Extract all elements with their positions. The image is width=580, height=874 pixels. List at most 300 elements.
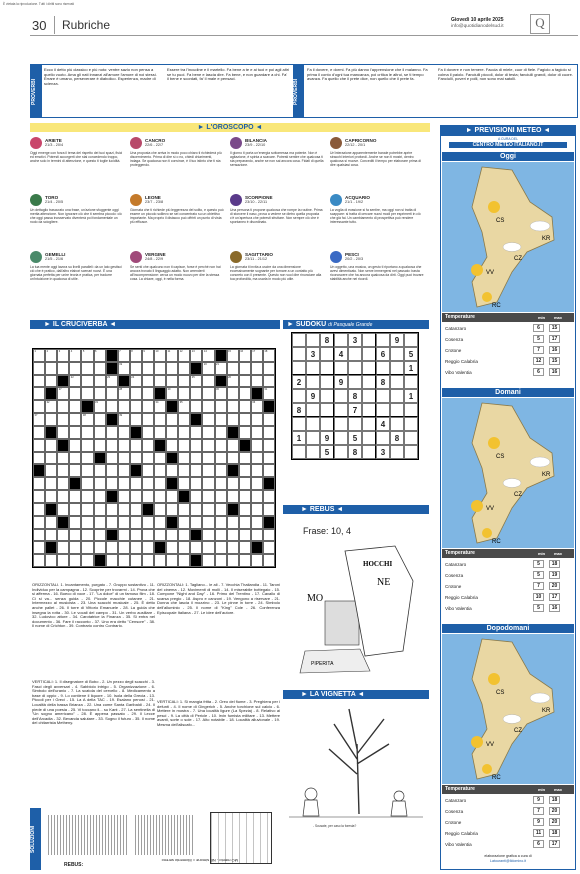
crossword-cell[interactable] — [94, 387, 106, 400]
crossword-cell[interactable] — [178, 464, 190, 477]
crossword-cell[interactable] — [45, 529, 57, 542]
crossword-cell[interactable] — [130, 452, 142, 465]
crossword-cell[interactable] — [215, 490, 227, 503]
crossword-cell[interactable] — [94, 529, 106, 542]
crossword-cell[interactable] — [57, 349, 69, 362]
crossword-cell[interactable] — [45, 439, 57, 452]
crossword-cell[interactable] — [154, 490, 166, 503]
crossword-cell[interactable] — [154, 426, 166, 439]
sudoku-cell[interactable] — [404, 375, 418, 389]
sudoku-cell[interactable] — [306, 333, 320, 347]
crossword-cell[interactable] — [69, 426, 81, 439]
crossword-cell[interactable] — [118, 464, 130, 477]
sudoku-cell[interactable] — [390, 445, 404, 459]
crossword-cell[interactable] — [178, 452, 190, 465]
crossword-cell[interactable] — [130, 529, 142, 542]
crossword-cell[interactable] — [142, 439, 154, 452]
crossword-cell[interactable] — [142, 554, 154, 567]
crossword-cell[interactable] — [178, 439, 190, 452]
crossword-cell[interactable] — [190, 400, 202, 413]
crossword-cell[interactable] — [45, 477, 57, 490]
crossword-cell[interactable] — [106, 439, 118, 452]
crossword-cell[interactable] — [190, 452, 202, 465]
crossword-cell[interactable] — [57, 503, 69, 516]
crossword-cell[interactable] — [69, 503, 81, 516]
sudoku-cell[interactable] — [306, 375, 320, 389]
sudoku-cell[interactable] — [320, 389, 334, 403]
crossword-cell[interactable] — [215, 439, 227, 452]
crossword-cell[interactable] — [57, 413, 69, 426]
sudoku-cell[interactable] — [348, 375, 362, 389]
crossword-cell[interactable] — [202, 529, 214, 542]
crossword-cell[interactable] — [106, 477, 118, 490]
sudoku-cell[interactable] — [320, 403, 334, 417]
crossword-cell[interactable] — [106, 400, 118, 413]
crossword-cell[interactable] — [202, 516, 214, 529]
crossword-cell[interactable] — [118, 387, 130, 400]
crossword-cell[interactable] — [166, 503, 178, 516]
crossword-cell[interactable] — [142, 387, 154, 400]
sudoku-cell[interactable] — [306, 361, 320, 375]
crossword-cell[interactable] — [142, 477, 154, 490]
crossword-cell[interactable] — [178, 516, 190, 529]
sudoku-cell[interactable] — [320, 347, 334, 361]
sudoku-cell[interactable] — [404, 333, 418, 347]
crossword-cell[interactable] — [166, 426, 178, 439]
crossword-cell[interactable] — [69, 413, 81, 426]
crossword-cell[interactable] — [263, 464, 275, 477]
sudoku-cell[interactable] — [306, 403, 320, 417]
crossword-cell[interactable] — [81, 464, 93, 477]
sudoku-cell[interactable] — [362, 445, 376, 459]
crossword-cell[interactable] — [202, 490, 214, 503]
crossword-cell[interactable] — [69, 400, 81, 413]
crossword-cell[interactable] — [190, 503, 202, 516]
crossword-cell[interactable] — [202, 503, 214, 516]
crossword-cell[interactable] — [69, 516, 81, 529]
crossword-cell[interactable] — [94, 362, 106, 375]
crossword-cell[interactable] — [178, 375, 190, 388]
crossword-cell[interactable] — [154, 503, 166, 516]
crossword-cell[interactable] — [178, 529, 190, 542]
crossword-cell[interactable] — [94, 400, 106, 413]
crossword-cell[interactable] — [239, 387, 251, 400]
sudoku-cell[interactable] — [348, 361, 362, 375]
crossword-cell[interactable] — [227, 516, 239, 529]
crossword-cell[interactable] — [142, 490, 154, 503]
sudoku-cell[interactable] — [348, 417, 362, 431]
crossword-cell[interactable] — [251, 439, 263, 452]
crossword-cell[interactable] — [215, 400, 227, 413]
crossword-cell[interactable] — [69, 349, 81, 362]
crossword-cell[interactable] — [33, 362, 45, 375]
crossword-cell[interactable] — [45, 452, 57, 465]
crossword-cell[interactable] — [57, 529, 69, 542]
crossword-cell[interactable] — [154, 362, 166, 375]
crossword-cell[interactable] — [106, 375, 118, 388]
crossword-cell[interactable] — [130, 400, 142, 413]
crossword-cell[interactable] — [94, 439, 106, 452]
sudoku-cell[interactable] — [362, 347, 376, 361]
sudoku-cell[interactable] — [362, 431, 376, 445]
crossword-cell[interactable] — [190, 464, 202, 477]
crossword-cell[interactable] — [227, 452, 239, 465]
sudoku-cell[interactable] — [334, 417, 348, 431]
crossword-cell[interactable] — [81, 375, 93, 388]
crossword-cell[interactable] — [215, 387, 227, 400]
crossword-cell[interactable] — [118, 529, 130, 542]
crossword-cell[interactable] — [106, 464, 118, 477]
crossword-cell[interactable] — [251, 503, 263, 516]
crossword-cell[interactable] — [33, 375, 45, 388]
sudoku-grid[interactable] — [291, 332, 419, 460]
sudoku-cell[interactable] — [376, 333, 390, 347]
crossword-cell[interactable] — [33, 554, 45, 567]
crossword-cell[interactable] — [81, 477, 93, 490]
crossword-cell[interactable] — [69, 452, 81, 465]
crossword-cell[interactable] — [239, 490, 251, 503]
crossword-cell[interactable] — [190, 387, 202, 400]
crossword-cell[interactable] — [215, 503, 227, 516]
crossword-cell[interactable] — [118, 554, 130, 567]
crossword-cell[interactable] — [130, 387, 142, 400]
sudoku-cell[interactable] — [404, 417, 418, 431]
sudoku-cell[interactable] — [362, 389, 376, 403]
sudoku-cell[interactable] — [292, 389, 306, 403]
crossword-cell[interactable] — [69, 529, 81, 542]
sudoku-cell[interactable] — [390, 389, 404, 403]
crossword-cell[interactable] — [33, 490, 45, 503]
crossword-cell[interactable] — [81, 349, 93, 362]
crossword-cell[interactable] — [251, 375, 263, 388]
crossword-cell[interactable] — [166, 362, 178, 375]
crossword-cell[interactable] — [33, 400, 45, 413]
crossword-cell[interactable] — [81, 452, 93, 465]
crossword-cell[interactable] — [154, 452, 166, 465]
crossword-cell[interactable] — [239, 349, 251, 362]
crossword-cell[interactable] — [178, 426, 190, 439]
crossword-cell[interactable] — [227, 349, 239, 362]
sudoku-cell[interactable] — [404, 403, 418, 417]
crossword-cell[interactable] — [106, 452, 118, 465]
sudoku-cell[interactable] — [404, 431, 418, 445]
crossword-cell[interactable] — [227, 387, 239, 400]
crossword-cell[interactable] — [251, 400, 263, 413]
crossword-cell[interactable] — [94, 413, 106, 426]
sudoku-cell[interactable] — [320, 417, 334, 431]
crossword-cell[interactable] — [130, 477, 142, 490]
crossword-cell[interactable] — [239, 541, 251, 554]
crossword-cell[interactable] — [202, 541, 214, 554]
crossword-cell[interactable] — [227, 477, 239, 490]
crossword-cell[interactable] — [33, 477, 45, 490]
crossword-cell[interactable] — [57, 452, 69, 465]
crossword-cell[interactable] — [263, 362, 275, 375]
sudoku-cell[interactable] — [334, 389, 348, 403]
crossword-cell[interactable] — [154, 349, 166, 362]
crossword-cell[interactable] — [142, 362, 154, 375]
crossword-cell[interactable] — [178, 503, 190, 516]
crossword-cell[interactable] — [178, 541, 190, 554]
sudoku-cell[interactable] — [334, 403, 348, 417]
crossword-cell[interactable] — [142, 375, 154, 388]
sudoku-cell[interactable] — [390, 403, 404, 417]
crossword-cell[interactable] — [239, 452, 251, 465]
crossword-cell[interactable] — [154, 554, 166, 567]
crossword-cell[interactable] — [227, 541, 239, 554]
sudoku-cell[interactable] — [376, 389, 390, 403]
crossword-cell[interactable] — [33, 387, 45, 400]
crossword-cell[interactable] — [142, 541, 154, 554]
sudoku-cell[interactable] — [292, 333, 306, 347]
sudoku-cell[interactable] — [362, 333, 376, 347]
crossword-cell[interactable] — [33, 413, 45, 426]
crossword-cell[interactable] — [178, 554, 190, 567]
crossword-cell[interactable] — [215, 362, 227, 375]
crossword-cell[interactable] — [118, 452, 130, 465]
crossword-cell[interactable] — [33, 439, 45, 452]
crossword-cell[interactable] — [154, 464, 166, 477]
crossword-cell[interactable] — [57, 387, 69, 400]
crossword-cell[interactable] — [215, 516, 227, 529]
crossword-cell[interactable] — [57, 400, 69, 413]
crossword-cell[interactable] — [166, 529, 178, 542]
crossword-cell[interactable] — [81, 413, 93, 426]
crossword-cell[interactable] — [81, 516, 93, 529]
crossword-cell[interactable] — [94, 490, 106, 503]
crossword-cell[interactable] — [202, 413, 214, 426]
crossword-cell[interactable] — [239, 426, 251, 439]
crossword-cell[interactable] — [227, 362, 239, 375]
crossword-cell[interactable] — [118, 541, 130, 554]
crossword-cell[interactable] — [239, 413, 251, 426]
crossword-cell[interactable] — [142, 349, 154, 362]
crossword-cell[interactable] — [106, 516, 118, 529]
crossword-cell[interactable] — [239, 554, 251, 567]
crossword-cell[interactable] — [142, 529, 154, 542]
crossword-grid-1[interactable] — [32, 348, 276, 568]
crossword-cell[interactable] — [263, 439, 275, 452]
crossword-cell[interactable] — [251, 349, 263, 362]
crossword-cell[interactable] — [251, 516, 263, 529]
crossword-cell[interactable] — [178, 349, 190, 362]
crossword-cell[interactable] — [130, 490, 142, 503]
crossword-cell[interactable] — [178, 400, 190, 413]
sudoku-cell[interactable] — [334, 445, 348, 459]
sudoku-cell[interactable] — [334, 361, 348, 375]
crossword-cell[interactable] — [227, 413, 239, 426]
crossword-cell[interactable] — [227, 554, 239, 567]
sudoku-cell[interactable] — [390, 375, 404, 389]
crossword-cell[interactable] — [106, 503, 118, 516]
crossword-cell[interactable] — [154, 516, 166, 529]
sudoku-cell[interactable] — [334, 431, 348, 445]
crossword-cell[interactable] — [45, 554, 57, 567]
crossword-cell[interactable] — [118, 516, 130, 529]
crossword-cell[interactable] — [239, 362, 251, 375]
crossword-cell[interactable] — [45, 375, 57, 388]
sudoku-cell[interactable] — [404, 445, 418, 459]
sudoku-cell[interactable] — [390, 347, 404, 361]
crossword-cell[interactable] — [33, 516, 45, 529]
crossword-cell[interactable] — [215, 426, 227, 439]
crossword-cell[interactable] — [94, 349, 106, 362]
sudoku-cell[interactable] — [348, 347, 362, 361]
crossword-cell[interactable] — [33, 529, 45, 542]
crossword-cell[interactable] — [69, 362, 81, 375]
crossword-cell[interactable] — [166, 541, 178, 554]
sudoku-cell[interactable] — [334, 333, 348, 347]
sudoku-cell[interactable] — [376, 361, 390, 375]
crossword-cell[interactable] — [166, 490, 178, 503]
sudoku-cell[interactable] — [376, 403, 390, 417]
crossword-cell[interactable] — [106, 541, 118, 554]
crossword-cell[interactable] — [130, 554, 142, 567]
crossword-cell[interactable] — [190, 439, 202, 452]
crossword-cell[interactable] — [81, 362, 93, 375]
sudoku-cell[interactable] — [376, 431, 390, 445]
crossword-cell[interactable] — [154, 375, 166, 388]
crossword-cell[interactable] — [263, 452, 275, 465]
sudoku-cell[interactable] — [320, 361, 334, 375]
crossword-cell[interactable] — [166, 387, 178, 400]
crossword-cell[interactable] — [45, 490, 57, 503]
crossword-cell[interactable] — [239, 477, 251, 490]
crossword-cell[interactable] — [81, 541, 93, 554]
crossword-cell[interactable] — [178, 413, 190, 426]
crossword-cell[interactable] — [142, 452, 154, 465]
crossword-cell[interactable] — [263, 541, 275, 554]
crossword-cell[interactable] — [57, 477, 69, 490]
crossword-cell[interactable] — [263, 554, 275, 567]
crossword-cell[interactable] — [81, 490, 93, 503]
crossword-cell[interactable] — [130, 439, 142, 452]
crossword-cell[interactable] — [130, 541, 142, 554]
sudoku-cell[interactable] — [292, 417, 306, 431]
crossword-cell[interactable] — [154, 477, 166, 490]
crossword-cell[interactable] — [94, 426, 106, 439]
crossword-cell[interactable] — [227, 439, 239, 452]
crossword-cell[interactable] — [215, 413, 227, 426]
crossword-cell[interactable] — [166, 554, 178, 567]
crossword-cell[interactable] — [118, 439, 130, 452]
crossword-cell[interactable] — [263, 490, 275, 503]
crossword-cell[interactable] — [94, 375, 106, 388]
crossword-cell[interactable] — [251, 413, 263, 426]
crossword-cell[interactable] — [69, 387, 81, 400]
crossword-cell[interactable] — [130, 362, 142, 375]
crossword-cell[interactable] — [81, 529, 93, 542]
crossword-cell[interactable] — [251, 490, 263, 503]
crossword-cell[interactable] — [227, 490, 239, 503]
crossword-cell[interactable] — [202, 349, 214, 362]
crossword-cell[interactable] — [251, 362, 263, 375]
crossword-cell[interactable] — [69, 554, 81, 567]
crossword-cell[interactable] — [215, 464, 227, 477]
crossword-cell[interactable] — [202, 362, 214, 375]
crossword-cell[interactable] — [202, 439, 214, 452]
crossword-cell[interactable] — [202, 464, 214, 477]
crossword-cell[interactable] — [251, 426, 263, 439]
crossword-cell[interactable] — [106, 387, 118, 400]
crossword-cell[interactable] — [239, 375, 251, 388]
crossword-cell[interactable] — [130, 503, 142, 516]
crossword-cell[interactable] — [166, 439, 178, 452]
crossword-cell[interactable] — [45, 362, 57, 375]
crossword-cell[interactable] — [81, 554, 93, 567]
crossword-cell[interactable] — [130, 375, 142, 388]
crossword-cell[interactable] — [118, 413, 130, 426]
crossword-cell[interactable] — [227, 375, 239, 388]
crossword-cell[interactable] — [202, 554, 214, 567]
crossword-cell[interactable] — [81, 426, 93, 439]
crossword-cell[interactable] — [263, 387, 275, 400]
crossword-cell[interactable] — [263, 375, 275, 388]
sudoku-cell[interactable] — [362, 361, 376, 375]
crossword-cell[interactable] — [215, 477, 227, 490]
crossword-cell[interactable] — [33, 349, 45, 362]
crossword-cell[interactable] — [142, 464, 154, 477]
crossword-cell[interactable] — [118, 362, 130, 375]
crossword-cell[interactable] — [81, 439, 93, 452]
crossword-cell[interactable] — [178, 362, 190, 375]
sudoku-cell[interactable] — [306, 431, 320, 445]
crossword-cell[interactable] — [118, 477, 130, 490]
crossword-cell[interactable] — [263, 426, 275, 439]
crossword-cell[interactable] — [190, 541, 202, 554]
crossword-cell[interactable] — [251, 464, 263, 477]
crossword-cell[interactable] — [215, 529, 227, 542]
crossword-cell[interactable] — [166, 349, 178, 362]
crossword-cell[interactable] — [190, 477, 202, 490]
crossword-cell[interactable] — [263, 503, 275, 516]
sudoku-cell[interactable] — [390, 361, 404, 375]
crossword-cell[interactable] — [94, 541, 106, 554]
crossword-cell[interactable] — [202, 375, 214, 388]
crossword-cell[interactable] — [190, 375, 202, 388]
crossword-cell[interactable] — [94, 477, 106, 490]
crossword-cell[interactable] — [33, 426, 45, 439]
crossword-cell[interactable] — [166, 464, 178, 477]
crossword-cell[interactable] — [154, 413, 166, 426]
crossword-cell[interactable] — [251, 452, 263, 465]
crossword-cell[interactable] — [215, 554, 227, 567]
crossword-cell[interactable] — [263, 349, 275, 362]
sudoku-cell[interactable] — [292, 361, 306, 375]
crossword-cell[interactable] — [33, 503, 45, 516]
crossword-cell[interactable] — [202, 477, 214, 490]
sudoku-cell[interactable] — [320, 375, 334, 389]
crossword-cell[interactable] — [190, 426, 202, 439]
sudoku-cell[interactable] — [362, 417, 376, 431]
crossword-cell[interactable] — [142, 413, 154, 426]
crossword-cell[interactable] — [202, 426, 214, 439]
crossword-cell[interactable] — [106, 426, 118, 439]
crossword-cell[interactable] — [69, 439, 81, 452]
crossword-cell[interactable] — [106, 554, 118, 567]
crossword-cell[interactable] — [94, 464, 106, 477]
crossword-cell[interactable] — [69, 490, 81, 503]
crossword-cell[interactable] — [69, 375, 81, 388]
crossword-cell[interactable] — [154, 400, 166, 413]
crossword-cell[interactable] — [118, 426, 130, 439]
crossword-cell[interactable] — [190, 490, 202, 503]
crossword-cell[interactable] — [81, 503, 93, 516]
crossword-cell[interactable] — [202, 387, 214, 400]
sudoku-cell[interactable] — [362, 375, 376, 389]
sudoku-cell[interactable] — [306, 417, 320, 431]
crossword-cell[interactable] — [69, 541, 81, 554]
